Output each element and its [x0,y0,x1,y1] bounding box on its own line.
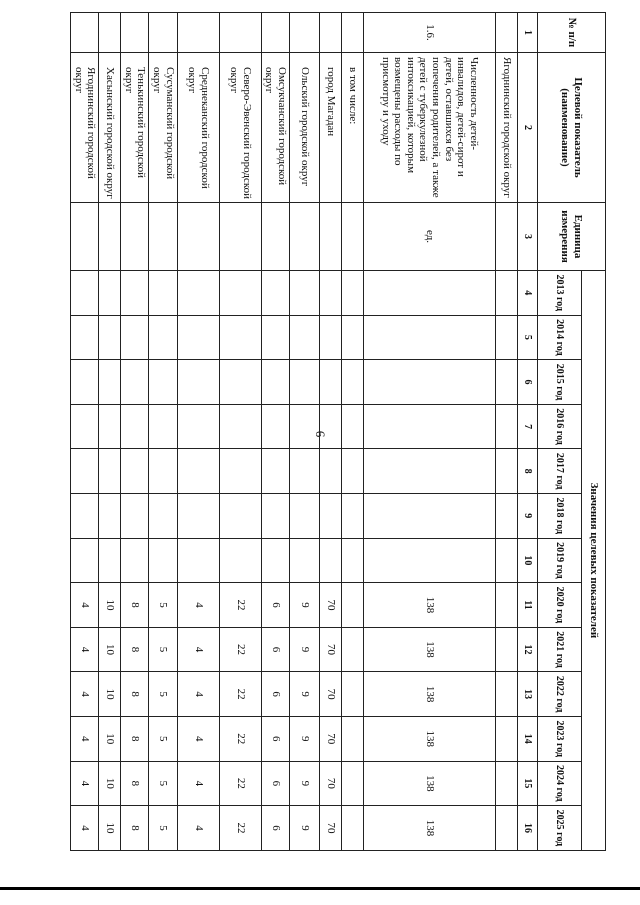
column-number: 1 [518,13,538,53]
value-cell: 5 [149,583,177,628]
unit-cell [121,203,149,271]
unit-cell [496,203,518,271]
value-cell: 138 [364,627,496,672]
unit-cell [149,203,177,271]
value-cell [70,315,98,360]
value-cell [364,493,496,538]
value-cell [496,761,518,806]
value-cell [290,315,320,360]
unit-cell: ед. [364,203,496,271]
value-cell: 5 [149,761,177,806]
value-cell [342,271,364,316]
value-cell [261,360,289,405]
value-cell [219,360,261,405]
value-cell: 138 [364,583,496,628]
value-cell [219,538,261,583]
value-cell: 4 [177,806,219,851]
value-cell [496,360,518,405]
value-cell [70,449,98,494]
value-cell: 138 [364,672,496,717]
value-cell: 10 [99,761,121,806]
value-cell [320,360,342,405]
row-number-cell [290,13,320,53]
value-cell: 4 [177,583,219,628]
value-cell [99,271,121,316]
value-cell [342,315,364,360]
value-cell [496,315,518,360]
value-cell: 138 [364,716,496,761]
value-cell: 70 [320,627,342,672]
value-cell [149,360,177,405]
value-cell: 4 [177,716,219,761]
target-indicators-table-wrapper [74,12,606,850]
value-cell: 22 [219,583,261,628]
value-cell [342,583,364,628]
value-cell [320,315,342,360]
value-cell: 22 [219,761,261,806]
value-cell [177,271,219,316]
table-row [149,13,177,851]
table-row [496,13,518,851]
header-year: 2023 год [538,716,582,761]
value-cell [70,271,98,316]
indicator-name-cell: Тенькинский городской округ [121,53,149,203]
value-cell: 70 [320,672,342,717]
table-row [290,13,320,851]
header-year: 2016 год [538,404,582,449]
value-cell [121,538,149,583]
row-number-cell [342,13,364,53]
value-cell [219,493,261,538]
value-cell: 6 [261,583,289,628]
value-cell [99,360,121,405]
indicator-name-cell: Ягоднинский городской округ [70,53,98,203]
value-cell: 8 [121,672,149,717]
value-cell [149,315,177,360]
value-cell [261,493,289,538]
table-row [320,13,342,851]
column-number: 5 [518,315,538,360]
header-num: № п/п [538,13,606,53]
page-number: 6 [313,430,328,438]
unit-cell [219,203,261,271]
column-number: 13 [518,672,538,717]
value-cell: 9 [290,583,320,628]
value-cell: 10 [99,627,121,672]
value-cell [364,404,496,449]
value-cell: 4 [70,806,98,851]
value-cell [219,404,261,449]
table-row [121,13,149,851]
value-cell [149,271,177,316]
value-cell [121,449,149,494]
value-cell [320,538,342,583]
column-number: 7 [518,404,538,449]
value-cell [290,271,320,316]
value-cell [121,404,149,449]
target-indicators-table [70,12,606,851]
value-cell [261,538,289,583]
value-cell: 4 [70,716,98,761]
value-cell [342,761,364,806]
value-cell [99,315,121,360]
indicator-name-cell: Среднеканский городской округ [177,53,219,203]
value-cell: 8 [121,627,149,672]
value-cell [99,449,121,494]
row-number-cell [496,13,518,53]
value-cell: 8 [121,806,149,851]
value-cell [121,271,149,316]
value-cell: 4 [70,761,98,806]
value-cell [177,538,219,583]
value-cell [99,493,121,538]
value-cell [261,271,289,316]
column-number: 9 [518,493,538,538]
value-cell: 22 [219,627,261,672]
page-bottom-rule [0,887,640,890]
value-cell [219,315,261,360]
column-number: 8 [518,449,538,494]
header-year: 2013 год [538,271,582,316]
indicator-name-cell: Ягоднинский городской округ [496,53,518,203]
table-row [70,13,98,851]
row-number-cell [219,13,261,53]
unit-cell [290,203,320,271]
value-cell [342,404,364,449]
value-cell: 6 [261,627,289,672]
value-cell [290,404,320,449]
value-cell [99,538,121,583]
value-cell: 22 [219,716,261,761]
header-year: 2025 год [538,806,582,851]
value-cell: 9 [290,672,320,717]
value-cell: 10 [99,583,121,628]
value-cell: 5 [149,716,177,761]
table-row [219,13,261,851]
value-cell: 4 [177,672,219,717]
value-cell [320,404,342,449]
value-cell [177,493,219,538]
value-cell [496,672,518,717]
unit-cell [99,203,121,271]
value-cell [496,583,518,628]
indicator-name-cell: Ольский городской округ [290,53,320,203]
table-row [342,13,364,851]
column-number: 14 [518,716,538,761]
value-cell [364,315,496,360]
value-cell: 8 [121,583,149,628]
value-cell [496,449,518,494]
header-year: 2017 год [538,449,582,494]
value-cell [70,360,98,405]
column-number: 12 [518,627,538,672]
value-cell: 6 [261,672,289,717]
unit-cell [342,203,364,271]
table-row [261,13,289,851]
value-cell [496,806,518,851]
value-cell [219,271,261,316]
value-cell [320,449,342,494]
header-year: 2018 год [538,493,582,538]
value-cell [261,449,289,494]
value-cell [261,404,289,449]
value-cell [496,538,518,583]
value-cell [290,360,320,405]
value-cell: 5 [149,672,177,717]
header-unit: Единица измерения [538,203,606,271]
header-year: 2022 год [538,672,582,717]
value-cell: 6 [261,761,289,806]
column-number: 11 [518,583,538,628]
row-number-cell [261,13,289,53]
value-cell: 22 [219,806,261,851]
value-cell: 5 [149,627,177,672]
value-cell [70,493,98,538]
indicator-name-cell: Северо-Эвенский городской округ [219,53,261,203]
value-cell [177,404,219,449]
value-cell [121,360,149,405]
row-number-cell [177,13,219,53]
column-number: 2 [518,53,538,203]
value-cell: 6 [261,806,289,851]
value-cell [290,538,320,583]
value-cell [320,493,342,538]
value-cell: 9 [290,627,320,672]
value-cell: 70 [320,716,342,761]
header-indicator: Целевой показатель (наименование) [538,53,606,203]
value-cell: 22 [219,672,261,717]
value-cell [496,271,518,316]
value-cell: 4 [177,761,219,806]
row-number-cell [99,13,121,53]
value-cell [121,315,149,360]
header-year: 2014 год [538,315,582,360]
column-number: 16 [518,806,538,851]
header-year: 2015 год [538,360,582,405]
table-row [99,13,121,851]
value-cell: 5 [149,806,177,851]
value-cell: 8 [121,761,149,806]
value-cell: 10 [99,716,121,761]
value-cell [149,538,177,583]
value-cell [342,806,364,851]
value-cell: 70 [320,806,342,851]
value-cell [342,449,364,494]
value-cell [364,360,496,405]
indicator-name-cell: Численность детей-инвалидов, детей-сирот и детей, оставшихся без попечения родителей, а также детей с туберкулезной интоксикацией, которым возмещены расходы по присмотру и уходу [364,53,496,203]
value-cell [70,404,98,449]
column-number: 15 [518,761,538,806]
table-row [364,13,496,851]
value-cell: 9 [290,761,320,806]
value-cell: 70 [320,761,342,806]
value-cell: 4 [70,583,98,628]
indicator-name-cell: Омсукчанский городской округ [261,53,289,203]
value-cell [342,493,364,538]
header-year: 2019 год [538,538,582,583]
value-cell [496,716,518,761]
value-cell [290,449,320,494]
value-cell [342,716,364,761]
value-cell: 70 [320,583,342,628]
value-cell: 4 [70,672,98,717]
indicator-name-cell: в том числе: [342,53,364,203]
value-cell [99,404,121,449]
value-cell [177,360,219,405]
value-cell [177,449,219,494]
unit-cell [177,203,219,271]
indicator-name-cell: Хасынский городской округ [99,53,121,203]
row-number-cell [149,13,177,53]
indicator-name-cell: город Магадан [320,53,342,203]
row-number-cell [121,13,149,53]
column-number: 4 [518,271,538,316]
row-number-cell [320,13,342,53]
value-cell [342,672,364,717]
column-number: 10 [518,538,538,583]
header-year: 2024 год [538,761,582,806]
value-cell: 10 [99,806,121,851]
value-cell [149,449,177,494]
value-cell: 8 [121,716,149,761]
value-cell [177,315,219,360]
value-cell [121,493,149,538]
column-number: 6 [518,360,538,405]
value-cell [342,360,364,405]
value-cell: 138 [364,761,496,806]
header-year: 2020 год [538,583,582,628]
value-cell: 138 [364,806,496,851]
value-cell [219,449,261,494]
value-cell [70,538,98,583]
value-cell [290,493,320,538]
value-cell [364,449,496,494]
value-cell [149,493,177,538]
value-cell: 9 [290,806,320,851]
value-cell [261,315,289,360]
value-cell: 10 [99,672,121,717]
row-number-cell [70,13,98,53]
header-values-group: Значения целевых показателей [582,271,606,851]
value-cell [496,627,518,672]
indicator-name-cell: Сусуманский городской округ [149,53,177,203]
value-cell: 6 [261,716,289,761]
value-cell [149,404,177,449]
value-cell [364,538,496,583]
table-row [177,13,219,851]
unit-cell [70,203,98,271]
value-cell [342,627,364,672]
unit-cell [261,203,289,271]
header-year: 2021 год [538,627,582,672]
unit-cell [320,203,342,271]
value-cell [496,493,518,538]
value-cell: 4 [177,627,219,672]
value-cell [342,538,364,583]
column-number: 3 [518,203,538,271]
value-cell: 9 [290,716,320,761]
value-cell [364,271,496,316]
value-cell [496,404,518,449]
row-number-cell: 1.6. [364,13,496,53]
value-cell [320,271,342,316]
value-cell: 4 [70,627,98,672]
